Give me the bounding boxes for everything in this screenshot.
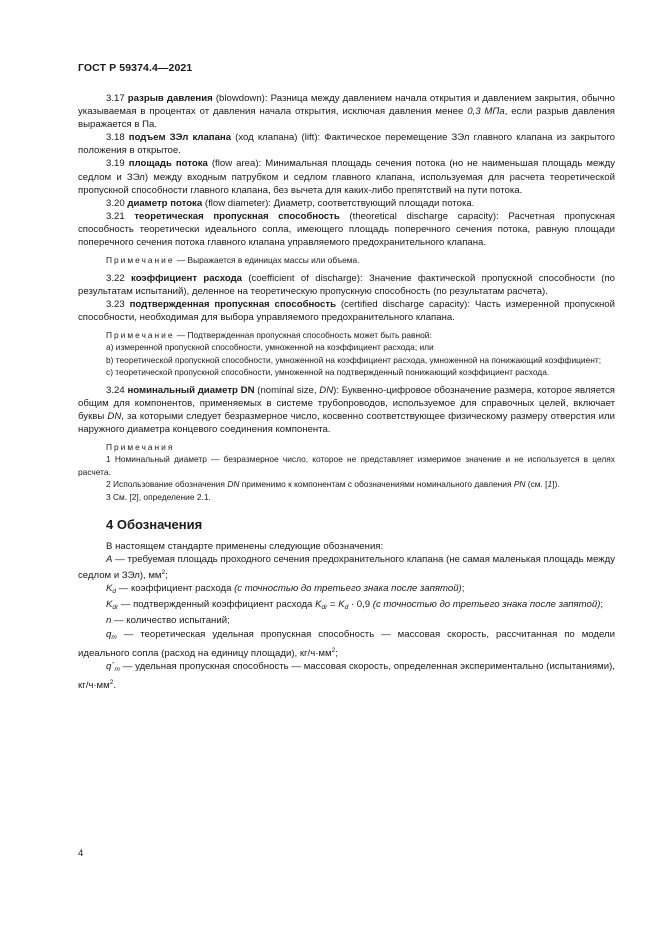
section-4-heading: 4 Обозначения bbox=[106, 516, 203, 532]
symbol-Kdr: $K_{dr}$ — подтвержденный коэффициент расхода $K_{dr} = K_d \cdot 0,9$ (с точностью до третьего знака после запятой); bbox=[106, 599, 604, 612]
term-3-20: 3.20 диаметр потока (flow diameter): Диаметр, соответствующий площади потока. bbox=[106, 197, 475, 209]
term-3-21: 3.21 теоретическая пропускная способность (theoretical discharge capacity): Расчетная пропускная способность теоретически идеального сопла, имеющего площадь поперечного сечения потока, равную площади поперечного сечения потока главного клапана управляемого предохранительного клапана. bbox=[78, 210, 615, 249]
note-3-24-3: 3 См. [2], определение 2.1. bbox=[106, 491, 211, 502]
term-3-23: 3.23 подтвержденная пропускная способность (certified discharge capacity): Часть измеренной пропускной способности, необходимая для выбора управляемого предохранительного клапана. bbox=[78, 298, 616, 323]
term-3-18: 3.18 подъем ЗЭл клапана (ход клапана) (lift): Фактическое перемещение ЗЭл главного клапана из закрытого положения в открытое. bbox=[78, 132, 615, 157]
note-3-24-2: 2 Использование обозначения DN применимо к компонентам с обозначениями номинального давления PN (см. [1]). bbox=[106, 479, 560, 490]
note-item-a: a) измеренной пропускной способности, умноженной на коэффициент расхода; или bbox=[106, 342, 434, 353]
note-3-21: Примечание — Выражается в единицах массы или объема. bbox=[106, 255, 360, 266]
notes-3-24-label: Примечания bbox=[106, 441, 175, 452]
symbol-A: A — требуемая площадь проходного сечения предохранительного клапана (не самая маленькая площадь между седлом и ЗЭл), $мм^2$; bbox=[78, 554, 615, 582]
note-3-24-1: 1 Номинальный диаметр — безразмерное число, которое не представляет измеримое значение и не используется в целях расчета. bbox=[78, 454, 615, 477]
term-3-24: 3.24 номинальный диаметр DN (nominal size, DN): Буквенно-цифровое обозначение размера, которое является общим для компонентов, применяемых в системе трубопроводов, используемое для справочных целей, включает буквы DN, за которыми следует безразмерное число, косвенно соответствующее физическому размеру отверстия или наружного диаметра концевого соединения компонента. bbox=[78, 384, 616, 435]
symbol-qm: $q_m$ — теоретическая удельная пропускная способность — массовая скорость, рассчитанная по модели идеального сопла (расход на единицу площади), $кг/ч\cdot мм^2$; bbox=[78, 628, 615, 659]
term-3-19: 3.19 площадь потока (flow area): Минимальная площадь сечения потока (но не наименьшая площадь между седлом и ЗЭл) между входным патрубком и седлом главного клапана, используемая для расчета теоретической пропускной способности главного клапана, без вычета для каких-либо препятствий на пути потока. bbox=[78, 158, 615, 196]
note-item-b: b) теоретической пропускной способности, умноженной на коэффициент расхода, умноженной на понижающий коэффициент; bbox=[106, 354, 602, 365]
document-header: ГОСТ Р 59374.4—2021 bbox=[78, 62, 193, 74]
symbol-n: n — количество испытаний; bbox=[106, 615, 230, 627]
section-4-intro: В настоящем стандарте применены следующие обозначения: bbox=[106, 540, 384, 552]
note-3-23: Примечание — Подтвержденная пропускная способность может быть равной: bbox=[106, 329, 432, 340]
symbol-qm-prime: $q´_m$ — удельная пропускная способность — массовая скорость, определенная экспериментально (испытаниями), $кг/ч\cdot мм^2$. bbox=[78, 660, 615, 691]
term-3-17: 3.17 разрыв давления (blowdown): Разница между давлением начала открытия и давлением закрытия, обычно указываемая в процентах от давления начала открытия, исключая давления менее 0,3 МПа, если разрыв давления выражается в Па. bbox=[78, 93, 615, 131]
page-content bbox=[78, 92, 615, 692]
page-number: 4 bbox=[78, 848, 84, 859]
term-3-22: 3.22 коэффициент расхода (coefficient of discharge): Значение фактической пропускной способности (по результатам испытаний), деленное на теоретическую пропускную способность (по результатам расчета). bbox=[78, 272, 615, 297]
symbol-Kd: $K_d$ — коэффициент расхода (с точностью до третьего знака после запятой); bbox=[106, 583, 465, 596]
note-item-c: c) теоретической пропускной способности, умноженной на подтвержденный понижающий коэффициент расхода. bbox=[106, 367, 550, 378]
